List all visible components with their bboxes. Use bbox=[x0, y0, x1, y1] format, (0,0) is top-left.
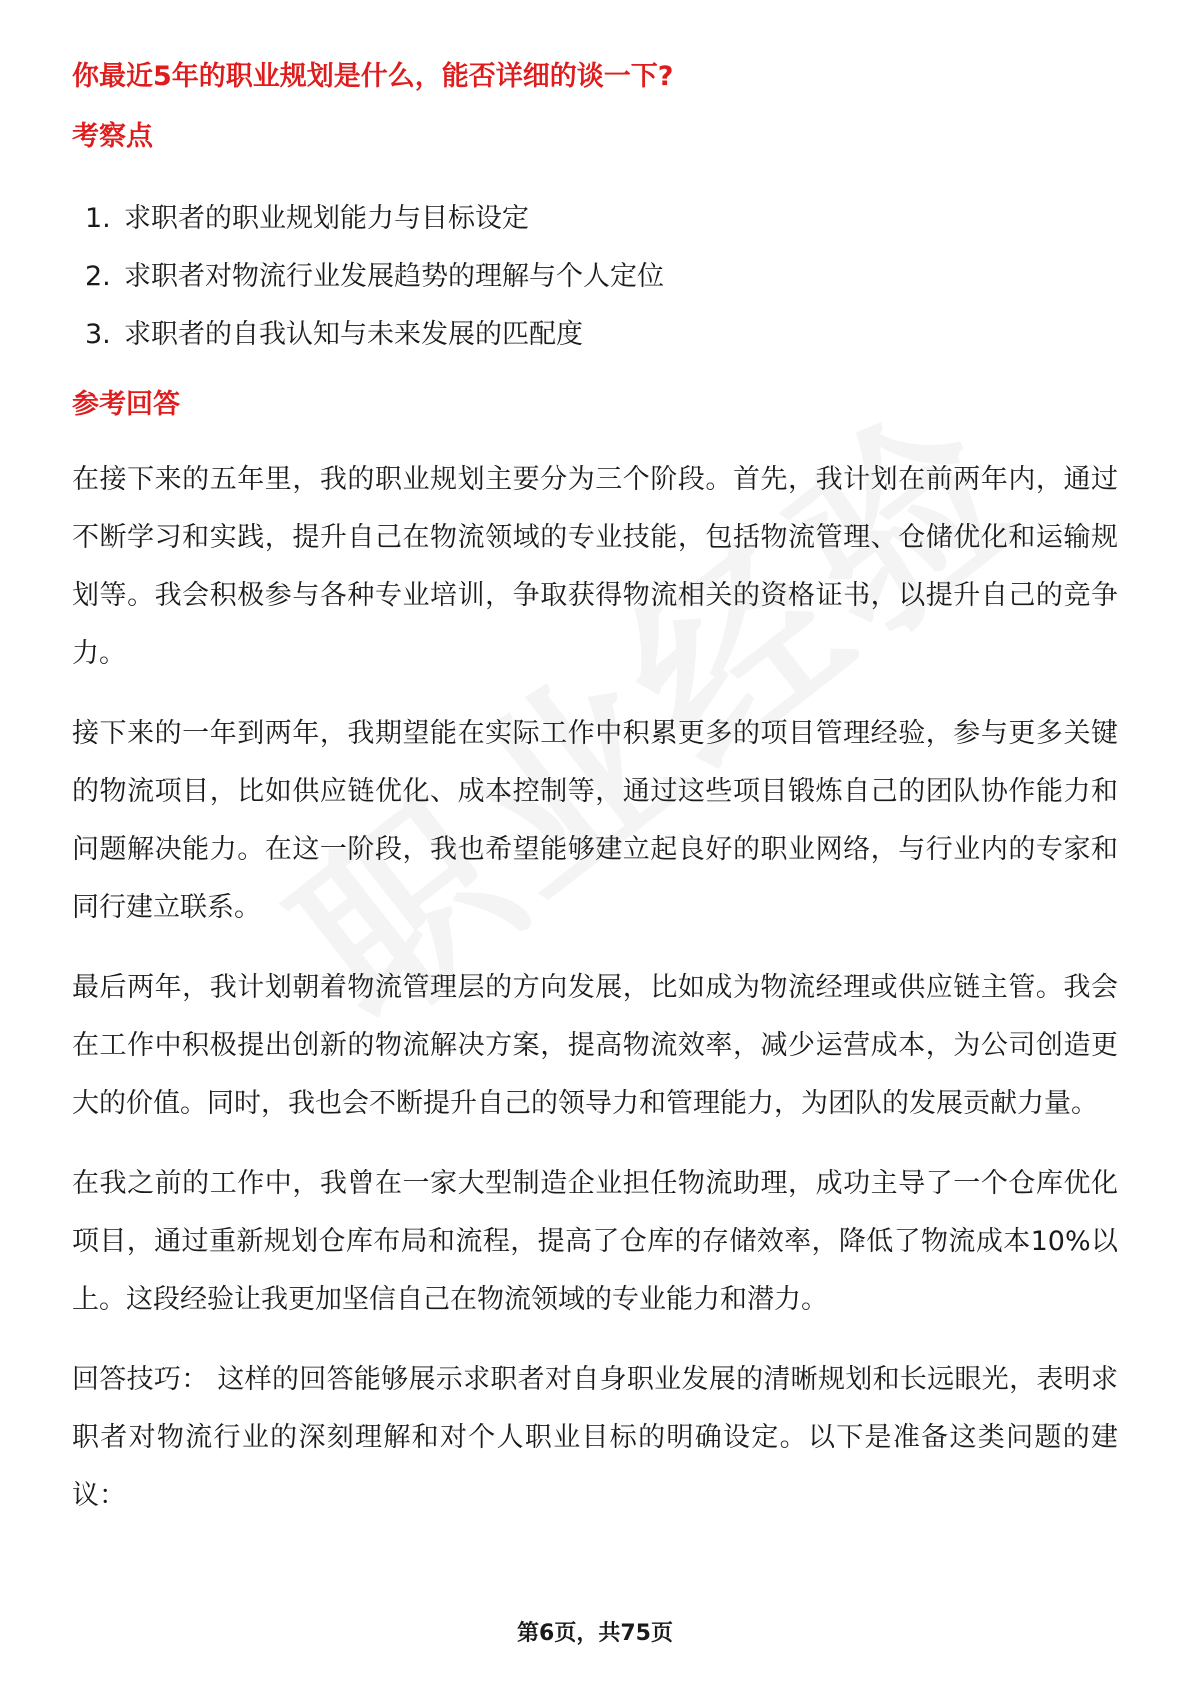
exam-points-title: 考察点 bbox=[72, 120, 153, 152]
answer-tips-paragraph: 回答技巧： 这样的回答能够展示求职者对自身职业发展的清晰规划和长远眼光，表明求职者对物流行业的深刻理解和对个人职业目标的明确设定。以下是准备这类问题的建议： bbox=[72, 1364, 1118, 1512]
content bbox=[72, 58, 1118, 1525]
list-text: 求职者的职业规划能力与目标设定 bbox=[124, 202, 529, 234]
question-heading: 你最近5年的职业规划是什么，能否详细的谈一下? bbox=[72, 61, 674, 92]
list-number: 3. bbox=[85, 318, 111, 350]
list-text: 求职者对物流行业发展趋势的理解与个人定位 bbox=[124, 260, 664, 292]
reference-answer-title: 参考回答 bbox=[72, 388, 180, 420]
answer-paragraph: 在接下来的五年里，我的职业规划主要分为三个阶段。首先，我计划在前两年内，通过不断学习和实践，提升自己在物流领域的专业技能，包括物流管理、仓储优化和运输规划等。我会积极参与各种专业培训，争取获得物流相关的资格证书，以提升自己的竞争力。 bbox=[72, 464, 1118, 670]
answer-paragraph: 最后两年，我计划朝着物流管理层的方向发展，比如成为物流经理或供应链主管。我会在工作中积极提出创新的物流解决方案，提高物流效率，减少运营成本，为公司创造更大的价值。同时，我也会不断提升自己的领导力和管理能力，为团队的发展贡献力量。 bbox=[72, 972, 1118, 1120]
answer-paragraph: 接下来的一年到两年，我期望能在实际工作中积累更多的项目管理经验，参与更多关键的物流项目，比如供应链优化、成本控制等，通过这些项目锻炼自己的团队协作能力和问题解决能力。在这一阶段，我也希望能够建立起良好的职业网络，与行业内的专家和同行建立联系。 bbox=[72, 718, 1118, 924]
answer-paragraph: 在我之前的工作中，我曾在一家大型制造企业担任物流助理，成功主导了一个仓库优化项目，通过重新规划仓库布局和流程，提高了仓库的存储效率，降低了物流成本10%以上。这段经验让我更加坚信自己在物流领域的专业能力和潜力。 bbox=[72, 1168, 1118, 1316]
page-number-footer: 第6页，共75页 bbox=[517, 1621, 673, 1646]
list-number: 2. bbox=[85, 260, 111, 292]
list-text: 求职者的自我认知与未来发展的匹配度 bbox=[124, 318, 583, 350]
exam-points-list bbox=[72, 190, 1118, 364]
list-number: 1. bbox=[85, 202, 111, 234]
list-item bbox=[72, 190, 1118, 248]
list-item bbox=[72, 306, 1118, 364]
list-item bbox=[72, 248, 1118, 306]
